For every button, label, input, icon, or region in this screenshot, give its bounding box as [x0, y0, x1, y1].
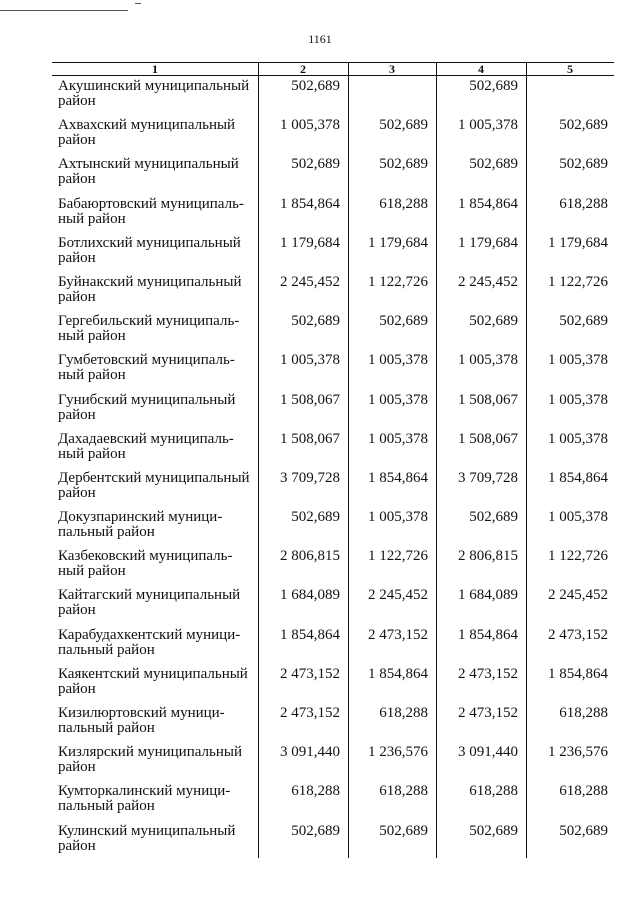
value-cell-col2: 1 854,864	[280, 626, 340, 643]
table-header-row	[52, 62, 614, 76]
value-cell-col5: 2 245,452	[548, 587, 608, 604]
value-cell-col4: 2 473,152	[458, 665, 518, 682]
value-cell-col3: 1 005,378	[368, 352, 428, 369]
top-edge-rule	[0, 10, 128, 11]
value-cell-col5: 618,288	[559, 195, 608, 212]
value-cell-col3: 502,689	[379, 156, 428, 173]
value-cell-col5: 1 005,378	[548, 509, 608, 526]
value-cell-col2: 2 473,152	[280, 665, 340, 682]
value-cell-col2: 1 508,067	[280, 430, 340, 447]
value-cell-col2: 1 854,864	[280, 195, 340, 212]
value-cell-col5: 618,288	[559, 783, 608, 800]
value-cell-col2: 502,689	[291, 78, 340, 94]
value-cell-col4: 502,689	[469, 822, 518, 839]
column-header-4: 4	[478, 62, 484, 76]
value-cell-col5: 502,689	[559, 313, 608, 330]
table-row	[52, 549, 614, 588]
value-cell-col5: 502,689	[559, 156, 608, 173]
value-cell-col4: 1 854,864	[458, 626, 518, 643]
table-row	[52, 588, 614, 627]
value-cell-col4: 1 005,378	[458, 117, 518, 134]
value-cell-col2: 2 245,452	[280, 273, 340, 290]
value-cell-col5: 502,689	[559, 822, 608, 839]
value-cell-col3: 1 122,726	[368, 548, 428, 565]
district-name: Карабудахкентский муници- пальный район	[58, 626, 241, 658]
value-cell-col4: 502,689	[469, 313, 518, 330]
value-cell-col4: 2 245,452	[458, 273, 518, 290]
district-name: Буйнакский муниципальный район	[58, 273, 242, 305]
value-cell-col2: 1 684,089	[280, 587, 340, 604]
table-row	[52, 471, 614, 510]
district-name: Кизилюртовский муници- пальный район	[58, 705, 225, 736]
value-cell-col4: 1 508,067	[458, 391, 518, 408]
value-cell-col4: 1 684,089	[458, 587, 518, 604]
value-cell-col4: 1 508,067	[458, 430, 518, 447]
district-name: Гергебильский муниципаль- ный район	[58, 313, 240, 345]
value-cell-col5: 1 179,684	[548, 234, 608, 251]
value-cell-col5: 1 122,726	[548, 548, 608, 565]
top-edge-mark	[135, 3, 141, 4]
value-cell-col2: 618,288	[291, 783, 340, 800]
table-row	[52, 824, 614, 863]
district-name: Дербентский муниципальный район	[58, 469, 250, 501]
value-cell-col4: 1 005,378	[458, 352, 518, 369]
value-cell-col2: 1 005,378	[280, 117, 340, 134]
value-cell-col4: 3 091,440	[458, 744, 518, 761]
table-row	[52, 784, 614, 823]
value-cell-col2: 502,689	[291, 822, 340, 839]
value-cell-col3: 1 005,378	[368, 391, 428, 408]
value-cell-col4: 502,689	[469, 509, 518, 526]
value-cell-col2: 1 005,378	[280, 352, 340, 369]
district-name: Казбековский муниципаль- ный район	[58, 548, 233, 580]
value-cell-col5: 1 005,378	[548, 352, 608, 369]
value-cell-col3: 502,689	[379, 313, 428, 330]
value-cell-col4: 502,689	[469, 156, 518, 173]
district-name: Гумбетовский муниципаль- ный район	[58, 352, 235, 384]
value-cell-col4: 2 473,152	[458, 705, 518, 721]
value-cell-col5: 1 005,378	[548, 391, 608, 408]
column-header-3: 3	[389, 62, 395, 76]
value-cell-col2: 2 473,152	[280, 705, 340, 721]
district-name: Ахтынский муниципальный район	[58, 156, 239, 188]
table-row	[52, 314, 614, 353]
value-cell-col3: 1 236,576	[368, 744, 428, 761]
value-cell-col3: 502,689	[379, 822, 428, 839]
value-cell-col2: 502,689	[291, 156, 340, 173]
table-row	[52, 236, 614, 275]
district-name: Акушинский муниципальный район	[58, 78, 250, 109]
value-cell-col3: 1 854,864	[368, 469, 428, 486]
table-body	[52, 79, 614, 863]
table-row	[52, 118, 614, 157]
value-cell-col2: 3 709,728	[280, 469, 340, 486]
value-cell-col4: 2 806,815	[458, 548, 518, 565]
value-cell-col5: 1 854,864	[548, 469, 608, 486]
table-row	[52, 706, 614, 745]
value-cell-col4: 618,288	[469, 783, 518, 800]
value-cell-col5: 1 854,864	[548, 665, 608, 682]
table-row	[52, 79, 614, 118]
table-row	[52, 667, 614, 706]
district-name: Дахадаевский муниципаль- ный район	[58, 430, 234, 462]
value-cell-col4: 1 854,864	[458, 195, 518, 212]
table-row	[52, 275, 614, 314]
value-cell-col4: 1 179,684	[458, 234, 518, 251]
district-name: Гунибский муниципальный район	[58, 391, 236, 423]
value-cell-col3: 1 005,378	[368, 509, 428, 526]
table-row	[52, 393, 614, 432]
district-name: Ботлихский муниципальный район	[58, 234, 241, 266]
column-header-2: 2	[300, 62, 306, 76]
table-row	[52, 510, 614, 549]
value-cell-col3: 502,689	[379, 117, 428, 134]
table-row	[52, 157, 614, 196]
value-cell-col2: 2 806,815	[280, 548, 340, 565]
table-row	[52, 353, 614, 392]
allocation-table	[52, 62, 614, 858]
value-cell-col3: 1 179,684	[368, 234, 428, 251]
value-cell-col5: 618,288	[559, 705, 608, 721]
table-row	[52, 197, 614, 236]
value-cell-col3: 1 122,726	[368, 273, 428, 290]
value-cell-col5: 502,689	[559, 117, 608, 134]
value-cell-col5: 1 122,726	[548, 273, 608, 290]
district-name: Бабаюртовский муниципаль- ный район	[58, 195, 244, 227]
district-name: Докузпаринский муници- пальный район	[58, 509, 223, 541]
page-number: 1161	[308, 32, 332, 46]
value-cell-col3: 2 473,152	[368, 626, 428, 643]
value-cell-col5: 2 473,152	[548, 626, 608, 643]
value-cell-col2: 1 179,684	[280, 234, 340, 251]
value-cell-col3: 618,288	[379, 783, 428, 800]
value-cell-col4: 502,689	[469, 78, 518, 94]
district-name: Кизлярский муниципальный район	[58, 744, 242, 776]
value-cell-col2: 1 508,067	[280, 391, 340, 408]
value-cell-col2: 3 091,440	[280, 744, 340, 761]
value-cell-col3: 1 005,378	[368, 430, 428, 447]
value-cell-col3: 1 854,864	[368, 665, 428, 682]
district-name: Кумторкалинский муници- пальный район	[58, 783, 231, 815]
value-cell-col2: 502,689	[291, 313, 340, 330]
value-cell-col5: 1 005,378	[548, 430, 608, 447]
district-name: Ахвахский муниципальный район	[58, 117, 236, 149]
district-name: Кайтагский муниципальный район	[58, 587, 241, 619]
district-name: Кулинский муниципальный район	[58, 822, 236, 854]
value-cell-col3: 618,288	[379, 705, 428, 721]
value-cell-col4: 3 709,728	[458, 469, 518, 486]
column-header-1: 1	[152, 62, 158, 76]
table-row	[52, 628, 614, 667]
district-name: Каякентский муниципальный район	[58, 665, 248, 697]
table-row	[52, 432, 614, 471]
column-header-5: 5	[567, 62, 573, 76]
value-cell-col5: 1 236,576	[548, 744, 608, 761]
table-row	[52, 745, 614, 784]
value-cell-col3: 2 245,452	[368, 587, 428, 604]
value-cell-col2: 502,689	[291, 509, 340, 526]
value-cell-col3: 618,288	[379, 195, 428, 212]
